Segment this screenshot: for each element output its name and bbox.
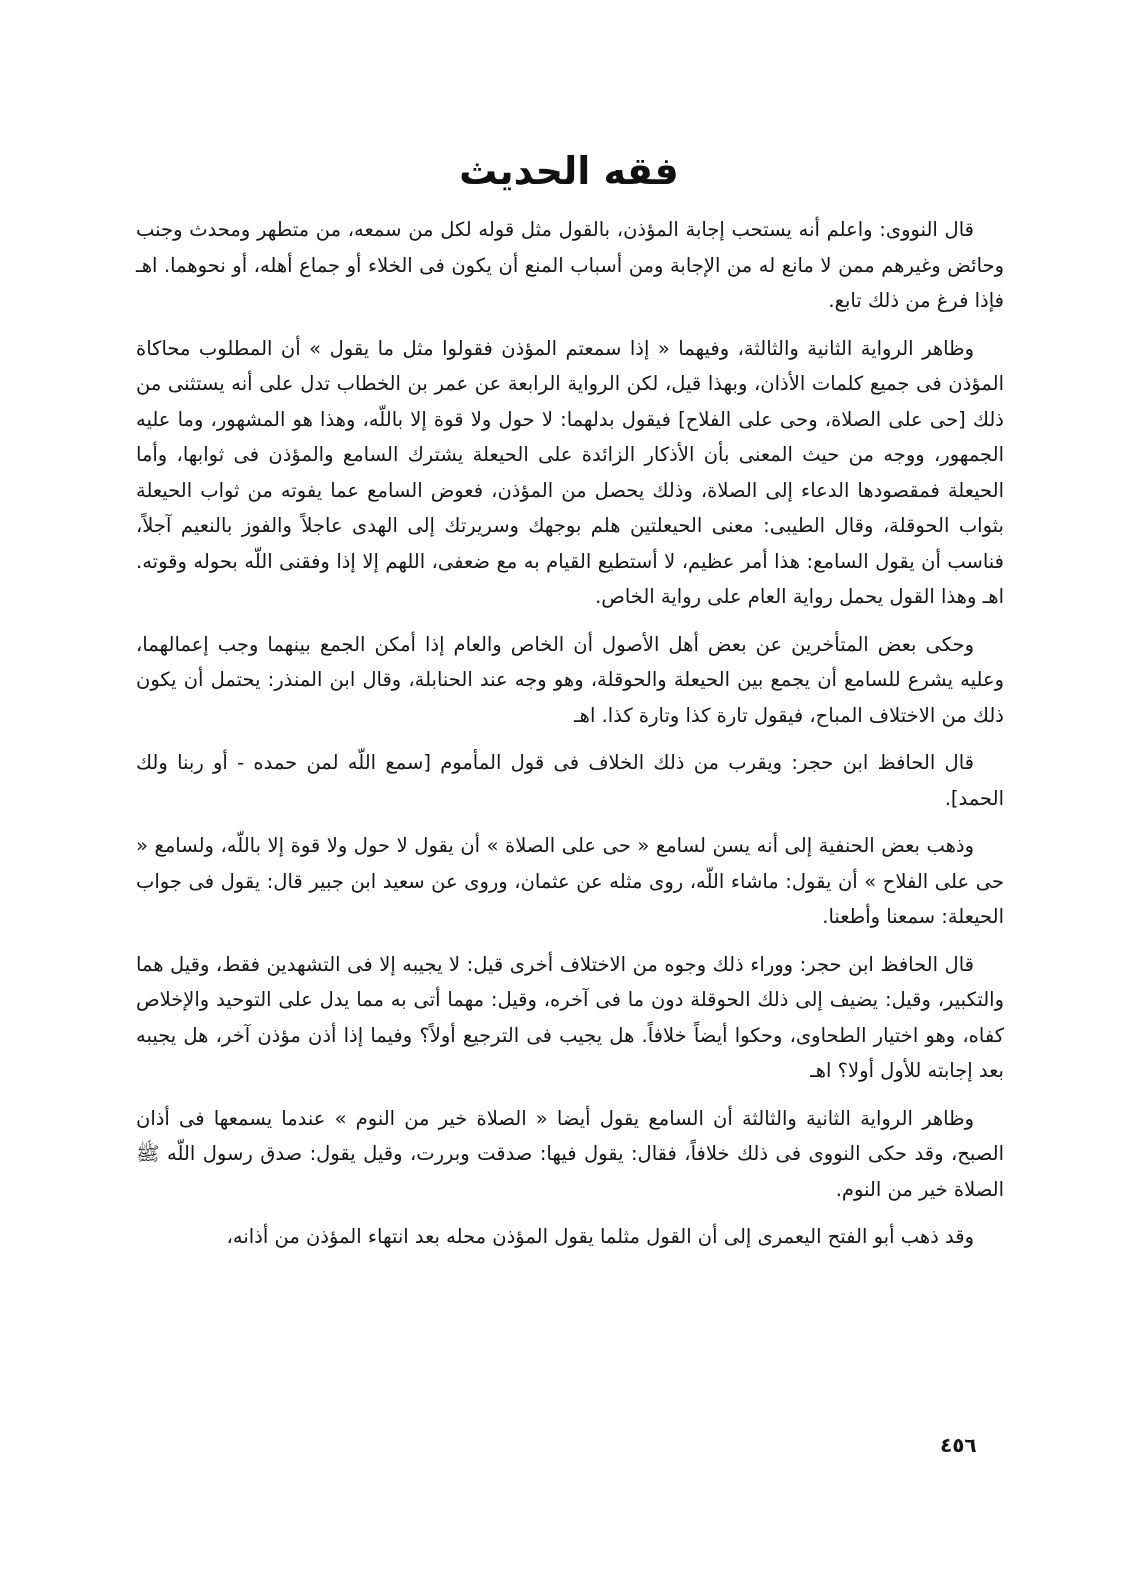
paragraph: وحكى بعض المتأخرين عن بعض أهل الأصول أن الخاص والعام إذا أمكن الجمع بينهما وجب إعمالهما، وعليه يشرع للسامع أن يجمع بين الحيعلة والحوقلة، وهو وجه عند الحنابلة، وقال ابن المنذر: يحتمل أن يكون ذلك من الاختلاف المباح، فيقول تارة كذا وتارة كذا. اهـ: [136, 632, 1004, 727]
body-text: [136, 212, 1004, 1267]
paragraph: وظاهر الرواية الثانية والثالثة، وفيهما « إذا سمعتم المؤذن فقولوا مثل ما يقول » أن المطلوب محاكاة المؤذن فى جميع كلمات الأذان، وبهذا قيل، لكن الرواية الرابعة عن عمر بن الخطاب تدل على أنه يستثنى من ذلك [حى على الصلاة، وحى على الفلاح] فيقول بدلهما: لا حول ولا قوة إلا باللّه، وهذا هو المشهور، وما عليه الجمهور، ووجه من حيث المعنى بأن الأذكار الزائدة على الحيعلة يشترك السامع والمؤذن فى ثوابها، وأما الحيعلة فمقصودها الدعاء إلى الصلاة، وذلك يحصل من المؤذن، فعوض السامع عما يفوته من ثواب الحيعلة بثواب الحوقلة، وقال الطيبى: معنى الحيعلتين هلم بوجهك وسريرتك إلى الهدى عاجلاً والفوز بالنعيم آجلاً، فناسب أن يقول السامع: هذا أمر عظيم، لا أستطيع القيام به مع ضعفى، اللهم إلا إذا وفقنى اللّه بحوله وقوته. اهـ وهذا القول يحمل رواية العام على رواية الخاص.: [136, 336, 1004, 608]
paragraph: وقد ذهب أبو الفتح اليعمرى إلى أن القول مثلما يقول المؤذن محله بعد انتهاء المؤذن من أذانه،: [226, 1225, 974, 1248]
paragraph: قال النووى: واعلم أنه يستحب إجابة المؤذن، بالقول مثل قوله لكل من سمعه، من متطهر ومحدث وجنب وحائض وغيرهم ممن لا مانع له من الإجابة ومن أسباب المنع أن يكون فى الخلاء أو جماع أهله، أو نحوهما. اهـ فإذا فرغ من ذلك تابع.: [136, 218, 1004, 312]
paragraph: وظاهر الرواية الثانية والثالثة أن السامع يقول أيضا « الصلاة خير من النوم » عندما يسمعها فى أذان الصبح، وقد حكى النووى فى ذلك خلافاً، فقال: يقول فيها: صدقت وبررت، وقيل يقول: صدق رسول اللّه ﷺ الصلاة خير من النوم.: [136, 1106, 1004, 1201]
page-title: فقه الحديث: [459, 149, 679, 194]
page-number: ٤٥٦: [940, 1433, 977, 1457]
paragraph: قال الحافظ ابن حجر: ووراء ذلك وجوه من الاختلاف أخرى قيل: لا يجيبه إلا فى التشهدين فقط، وقيل هما والتكبير، وقيل: يضيف إلى ذلك الحوقلة دون ما فى آخره، وقيل: مهما أتى به مما يدل على التوحيد والإخلاص كفاه، وهو اختيار الطحاوى، وحكوا أيضاً خلافاً. هل يجيب فى الترجيع أولاً؟ وفيما إذا أذن مؤذن آخر، هل يجيبه بعد إجابته للأول أولا؟ اهـ: [136, 952, 1004, 1082]
paragraph: قال الحافظ ابن حجر: ويقرب من ذلك الخلاف فى قول المأموم [سمع اللّه لمن حمده - أو ربنا ولك الحمد].: [136, 751, 1004, 810]
paragraph: وذهب بعض الحنفية إلى أنه يسن لسامع « حى على الصلاة » أن يقول لا حول ولا قوة إلا باللّه، ولسامع « حى على الفلاح » أن يقول: ماشاء اللّه، روى مثله عن عثمان، وروى عن سعيد ابن جبير قال: يقول فى جواب الحيعلة: سمعنا وأطعنا.: [136, 834, 1004, 928]
